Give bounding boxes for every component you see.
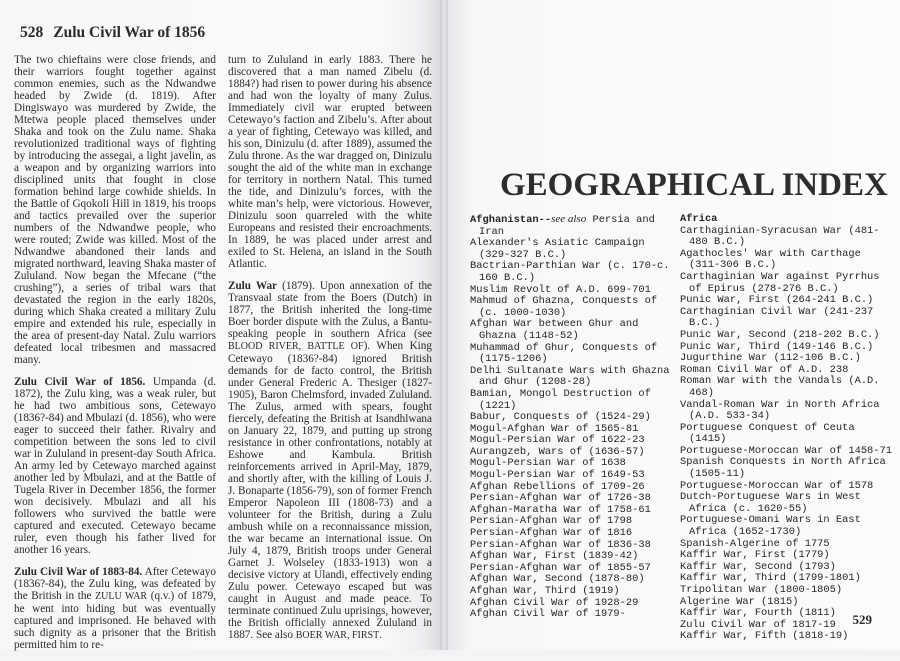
index-entry: Kaffir War, Fifth (1818-19) xyxy=(680,630,849,643)
index-heading: Africa xyxy=(680,213,718,225)
index-entry: Delhi Sultanate Wars with Ghazna and Ghur (1208-28) xyxy=(470,364,670,389)
index-entry: Roman Civil War of A.D. 238 xyxy=(680,363,849,376)
index-entry: Punic War, First (264-241 B.C.) xyxy=(680,294,874,307)
continuation-paragraph: The two chieftains were close friends, and their warriors fought together against common enemies, such as the Ndwandwe headed by Zwide (d. 1819). After Dingiswayo was murdered by Zwide, the Mtetwa people placed themselves under Shaka and took on the Zulu name. Shaka revolutionized traditional ways of fighting by introducing the assegai, a light javelin, as a weapon and by organizing warriors into disciplined units that fought in close formation behind large cowhide shields. In the Battle of Gqokoli Hill in 1819, his troops and tactics prevailed over the superior numbers of the Ndwandwe people, who were routed; Zwide was killed. Most of the Ndwandwe abandoned their lands and migrated northward, leaving Shaka master of Zululand. Now began the Mfecane (“the crushing”), a series of tribal wars that devastated the region in the early 1820s, during which Shaka created a military Zulu empire and extended his rule, especially in the area of present-day Natal. Zulu warriors defeated local tribesmen and massacred many. xyxy=(14,54,216,366)
index-entry: Afghan Civil War of 1928-29 xyxy=(470,596,639,609)
index-entry: Afghan Rebellions of 1709-26 xyxy=(470,480,645,493)
text-column-left xyxy=(14,54,216,661)
continuation-paragraph: turn to Zululand in early 1883. There he discovered that a man named Zibelu (d. 1884?) had risen to power during his absence and had won the loyalty of many Zulus. Immediately civil war erupted between Cetewayo’s faction and Zibelu’s. After about a year of fighting, Cetewayo was killed, and his son, Dinizulu (d. after 1889), assumed the Zulu throne. As the war dragged on, Dinizulu sought the aid of the white man in exchange for territory in northern Natal. This turned the tide, and Dinizulu’s forces, with the white man’s help, were victorious. However, Dinizulu soon quarreled with the white Europeans and resisted their encroachments. In 1889, he was placed under arrest and exiled to St. Helena, an island in the South Atlantic. xyxy=(228,54,432,270)
index-entry: Carthaginian-Syracusan War (481-480 B.C.) xyxy=(680,224,880,249)
index-entry: Afghan War, Second (1878-80) xyxy=(470,573,645,586)
index-entry: Kaffir War, Third (1799-1801) xyxy=(680,572,861,585)
entry-body: ). When King Cetewayo (1836?-84) ignored British demands for de facto control, the British under General Frederic A. Thesiger (1827-1905), Baron Chelmsford, invaded Zululand. The Zulus, armed with spears, fought fiercely, defeating the British at Isandhlwana on January 22, 1879, and putting up strong resistance in other confrontations, notably at Eshowe and Kambula. British reinforcements arrived in April-May, 1879, and shortly after, with the killing of Louis J. J. Bonaparte (1856-79), son of former French Emperor Napoleon III (1808-73) and a volunteer for the British, during a Zulu ambush while on a reconnaissance mission, the war became an international issue. On July 4, 1879, British troops under General Garnet J. Wolseley (1833-1913) won a decisive victory at Ulandi, effectively ending Zulu power. Cetewayo escaped but was caught in August and made peace. To terminate continued Zulu uprisings, however, the British officially annexed Zululand in 1887. See also xyxy=(228,340,432,641)
index-section-afghanistan xyxy=(470,214,674,621)
index-entry: Afghan Civil War of 1979- xyxy=(470,608,626,621)
entry-zulu-civil-war-1883 xyxy=(14,566,216,651)
index-entry: Punic War, Third (149-146 B.C.) xyxy=(680,340,874,353)
index-entry: Jugurthine War (112-106 B.C.) xyxy=(680,352,861,365)
index-title: GEOGRAPHICAL INDEX xyxy=(500,167,888,203)
index-list xyxy=(680,226,894,643)
index-entry: Afghan-Maratha War of 1758-61 xyxy=(470,503,651,516)
index-entry: Spanish Conquests in North Africa (1505-11) xyxy=(680,456,886,481)
index-entry: Persian-Afghan War of 1855-57 xyxy=(470,561,651,574)
index-entry: Mogul-Persian War of 1638 xyxy=(470,457,626,470)
index-entry: Zulu Civil War of 1817-19 xyxy=(680,618,836,631)
index-entry: Mogul-Persian War of 1622-23 xyxy=(470,434,645,447)
see-also-target: Persia and Iran xyxy=(479,214,655,238)
index-entry: Algerine War (1815) xyxy=(680,595,799,608)
text-column-right xyxy=(228,54,432,652)
index-entry: Portuguese-Moroccan War of 1578 xyxy=(680,479,874,492)
index-entry: Kaffir War, Fourth (1811) xyxy=(680,607,836,620)
page-number-right: 529 xyxy=(852,612,872,627)
entry-zulu-war xyxy=(228,280,432,642)
entry-body: (q.v.) of 1879, he went into hiding but was eventually captured and imprisoned. He behaved with such dignity as a prisoner that the British permitted him to re- xyxy=(14,590,217,651)
index-entry: Mahmud of Ghazna, Conquests of (c. 1000-1030) xyxy=(470,295,658,319)
index-entry: Punic War, Second (218-202 B.C.) xyxy=(680,328,880,341)
entry-end: . xyxy=(379,629,382,641)
index-entry: Aurangzeb, Wars of (1636-57) xyxy=(470,445,645,458)
see-also-label: see also xyxy=(551,213,587,225)
index-entry: Bamian, Mongol Destruction of (1221) xyxy=(470,387,651,412)
right-page xyxy=(448,0,900,650)
index-entry: Dutch-Portuguese Wars in West Africa (c. 1620-55) xyxy=(680,491,861,515)
entry-title: Zulu Civil War of 1883-84. xyxy=(14,566,143,578)
cross-reference: BOER WAR, FIRST xyxy=(295,630,380,641)
index-entry: Muslim Revolt of A.D. 699-701 xyxy=(470,283,651,296)
entry-title: Zulu War xyxy=(228,280,278,292)
index-entry: Muhammad of Ghur, Conquests of (1175-1206) xyxy=(470,341,658,366)
cross-reference: BLOOD RIVER, BATTLE OF xyxy=(228,341,364,352)
index-list xyxy=(470,238,674,621)
index-entry: Portuguese-Moroccan War of 1458-71 xyxy=(680,444,893,457)
index-entry: Alexander's Asiatic Campaign (329-327 B.C.) xyxy=(470,237,645,261)
index-entry: Mogul-Afghan War of 1565-81 xyxy=(470,422,639,435)
book-gutter xyxy=(440,0,448,650)
index-entry: Agathocles' War with Carthage (311-306 B.C.) xyxy=(680,247,861,272)
page-number-left: 528 xyxy=(20,24,44,41)
index-entry: Babur, Conquests of (1524-29) xyxy=(470,411,651,424)
index-entry: Portuguese Conquest of Ceuta (1415) xyxy=(680,421,855,446)
index-heading xyxy=(470,214,674,238)
index-entry: Afghan War between Ghur and Ghazna (1148-52) xyxy=(470,318,639,342)
index-entry: Afghan War, First (1839-42) xyxy=(470,550,639,563)
index-entry: Kaffir War, First (1779) xyxy=(680,549,830,562)
index-entry: Afghan War, Third (1919) xyxy=(470,585,620,597)
index-entry: Persian-Afghan War of 1798 xyxy=(470,515,633,528)
entry-body: (1879). Upon annexation of the Transvaal state from the Boers (Dutch) in 1877, the British inherited the long-time Boer border dispute with the Zulus, a Bantu-speaking people in southern Africa (see xyxy=(228,280,433,340)
cross-reference: ZULU WAR xyxy=(95,591,148,602)
running-head xyxy=(20,24,205,42)
index-entry: Roman War with the Vandals (A.D. 468) xyxy=(680,375,880,399)
index-entry: Tripolitan War (1800-1805) xyxy=(680,584,843,596)
entry-title: Zulu Civil War of 1856. xyxy=(14,376,146,388)
index-entry: Persian-Afghan War of 1816 xyxy=(470,527,633,540)
index-entry: Spanish-Algerine of 1775 xyxy=(680,537,830,550)
index-entry: Carthaginian Civil War (241-237 B.C.) xyxy=(680,305,874,330)
entry-body: After Cetewayo (1836?-84), the Zulu king, was defeated by the British in the xyxy=(14,566,216,602)
left-page xyxy=(0,0,440,650)
index-entry: Carthaginian War against Pyrrhus of Epirus (278-276 B.C.) xyxy=(680,270,880,295)
index-entry: Portuguese-Omani Wars in East Africa (1652-1730) xyxy=(680,514,861,539)
index-entry: Persian-Afghan War of 1726-38 xyxy=(470,492,651,505)
index-entry: Vandal-Roman War in North Africa (A.D. 533-34) xyxy=(680,398,880,423)
index-section-africa xyxy=(680,214,894,643)
index-entry: Persian-Afghan War of 1836-38 xyxy=(470,538,651,551)
running-head-title: Zulu Civil War of 1856 xyxy=(53,24,206,41)
entry-body: Umpanda (d. 1872), the Zulu king, was a weak ruler, but he had two ambitious sons, Cetewayo (1836?-84) and Mbulazi (d. 1856), who were eager to succeed their father. Rivalry and competition between the sons led to civil war in Zululand in present-day South Africa. An army led by Cetewayo marched against another led by Mbulazi, and at the Battle of Tugela River in December 1856, the former won decisively. Mbulazi and all his followers who survived the battle were captured and executed. Cetewayo became ruler, even though his father lived for another 16 years. xyxy=(14,376,216,556)
index-entry: Kaffir War, Second (1793) xyxy=(680,560,836,573)
entry-zulu-civil-war-1856 xyxy=(14,376,216,556)
index-heading-label: Afghanistan-- xyxy=(470,214,552,226)
index-entry: Mogul-Persian War of 1649-53 xyxy=(470,469,645,482)
index-entry: Bactrian-Parthian War (c. 170-c. 160 B.C.) xyxy=(470,260,670,284)
